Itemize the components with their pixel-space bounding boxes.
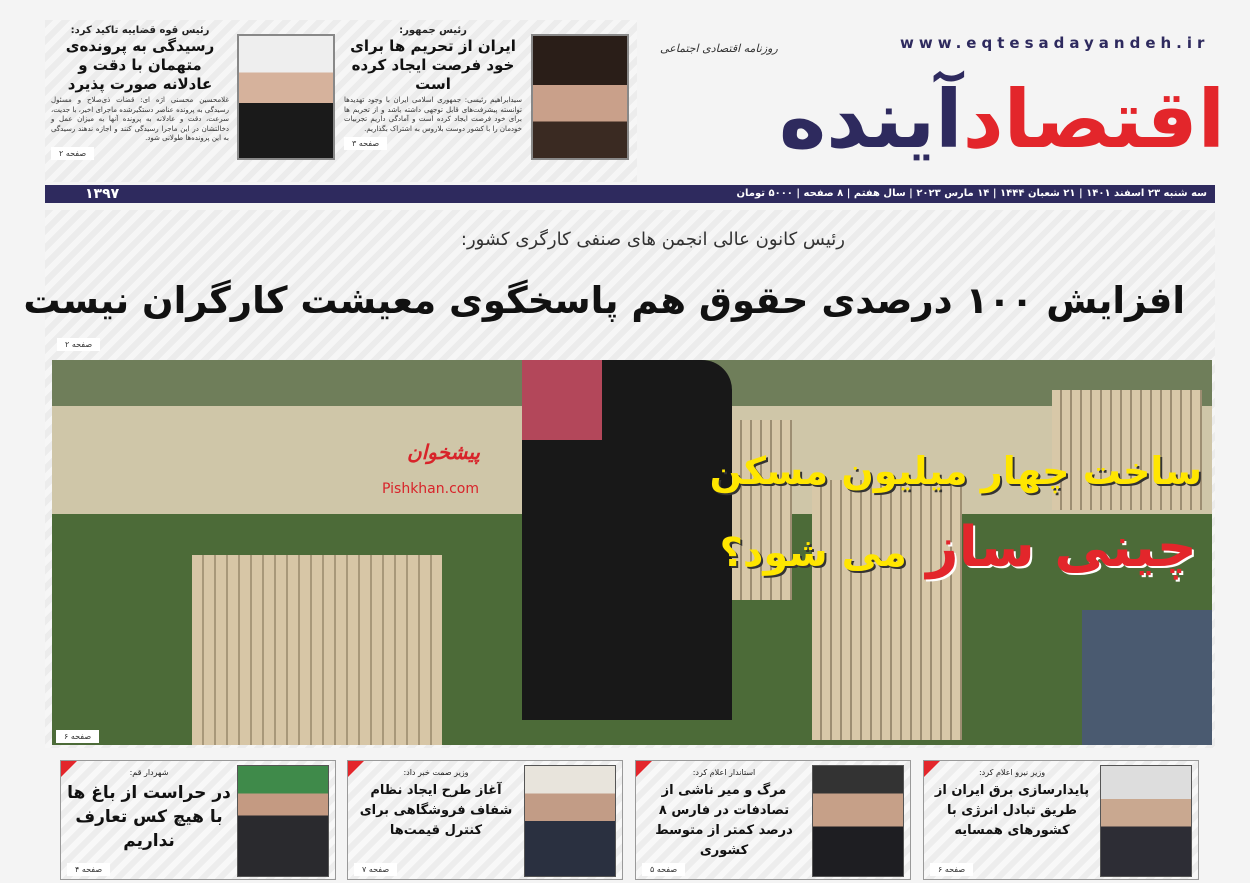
watermark: پیشخوان [407,440,480,464]
issue-number: ۱۳۹۷ [85,186,120,202]
lead-kicker: رئیس کانون عالی انجمن های صنفی کارگری کشور: [460,229,845,250]
page-ref[interactable]: صفحه ۶ [56,730,99,743]
person-shirt [522,360,602,440]
news-card[interactable] [635,760,911,880]
watermark-url: Pishkhan.com [382,481,479,497]
card-kicker: استاندار اعلام کرد: [692,768,756,777]
story-kicker: رئیس قوه قضاییه تاکید کرد: [70,25,210,36]
feature-line2-yellow: می شود؟ [719,530,907,576]
card-photo [524,765,616,877]
masthead-url[interactable]: www.eqtesadayandeh.ir [900,34,1210,52]
card-kicker: وزیر نیرو اعلام کرد: [978,768,1046,777]
story-kicker: رئیس جمهور: [399,25,467,36]
page-ref[interactable]: صفحه ۲ [57,338,100,351]
card-kicker: شهردار قم: [129,768,169,777]
story-body: غلامحسین محسنی اژه ای: قضات ذی‌صلاح و مسئول رسیدگی به پرونده عناصر دستگیرشده ماجرای اخیر، با جدیت، سرعت، دقت و عادلانه به پرونده آنها به میزان عمل و دخالتشان در این ماجرا رسیدگی کنند و اجازه ندهند رسیدگی به این پرونده‌ها طولانی شود. [51,96,229,142]
feature-line2[interactable] [720,510,1197,591]
page-ref[interactable]: صفحه ۷ [354,863,397,876]
masthead-logo [640,62,1225,178]
story-headline: رسیدگی به پرونده‌ی متهمان با دقت و عادلانه صورت پذیرد [65,37,215,93]
top-story-judiciary[interactable] [51,24,229,160]
page-ref[interactable]: صفحه ۴ [67,863,110,876]
top-story-president[interactable] [344,24,522,150]
feature-line1[interactable]: ساخت چهار میلیون مسکن [709,449,1202,493]
news-card[interactable] [923,760,1199,880]
building-model [192,555,442,745]
card-headline: مرگ و میر ناشی از تصادفات در فارس ۸ درصد کمتر از متوسط کشوری [655,783,793,858]
page-ref[interactable]: صفحه ۳ [344,137,387,150]
news-card[interactable] [60,760,336,880]
feature-line2-red: چینی ساز [926,515,1197,580]
page-ref[interactable]: صفحه ۵ [642,863,685,876]
photo-president [531,34,629,160]
logo-blue: آینده [779,73,963,166]
logo-red: اقتصاد [962,73,1225,166]
lead-section [23,210,1215,748]
card-headline: پایدارسازی برق ایران از طریق تبادل انرژی با کشورهای همسایه [934,783,1090,838]
card-photo [812,765,904,877]
news-card[interactable] [347,760,623,880]
card-headline: آغاز طرح ایجاد نظام شفاف فروشگاهی برای کنترل قیمت‌ها [359,783,513,838]
photo-judiciary-chief [237,34,335,160]
story-body: سیدابراهیم رئیسی: جمهوری اسلامی ایران با وجود تهدیدها توانسته پیشرفت‌های قابل توجهی داشته باشد و از تحریم ها برای خود فرصت ایجاد کرده است و آمادگی داریم تجربیات خودمان را با کشور دوست بلاروس به اشتراک بگذاریم. [344,96,522,133]
page-ref[interactable]: صفحه ۶ [930,863,973,876]
lake [1082,610,1212,745]
card-kicker: وزیر صمت خبر داد: [403,768,469,777]
top-stories [45,20,637,182]
card-headline: در حراست از باغ ها با هیچ کس تعارف نداریم [67,783,231,851]
page-ref[interactable]: صفحه ۲ [51,147,94,160]
story-headline: ایران از تحریم ها برای خود فرصت ایجاد کرده است [350,37,516,93]
card-photo [1100,765,1192,877]
card-photo [237,765,329,877]
lead-headline[interactable]: افزایش ۱۰۰ درصدی حقوق هم پاسخگوی معیشت کارگران نیست [23,279,1185,322]
masthead-subtitle: روزنامه اقتصادی اجتماعی [660,42,778,55]
feature-photo [52,360,1212,745]
date-bar [45,185,1215,203]
date-line: سه شنبه ۲۳ اسفند ۱۴۰۱ | ۲۱ شعبان ۱۴۴۴ | ۱۴ مارس ۲۰۲۳ | سال هفتم | ۸ صفحه | ۵۰۰۰ تومان [736,188,1207,199]
